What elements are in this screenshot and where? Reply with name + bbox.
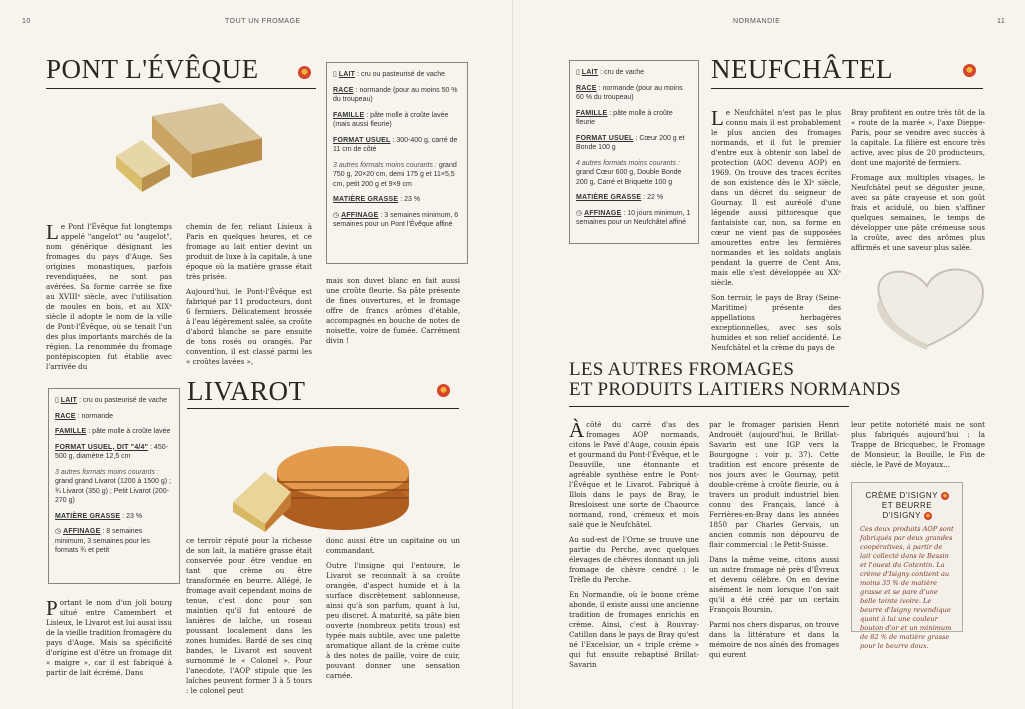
title-underline	[46, 88, 316, 89]
left-page	[0, 0, 512, 709]
paragraph: En Normandie, où le bonne crème abonde, il existe aussi une ancienne tradition de fromages enrichis en crème. Ainsi, c'est à Rouvray-Catillon dans le pays de Bray qu'est né l'Excelsior, un « triple crème » qui fut ensuite rebaptisé Brillat-Savarin	[569, 590, 699, 669]
autres-formats-label: 3 autres formats moins courants :	[55, 468, 159, 476]
paragraph: Parmi nos chers disparus, on trouve dans la littérature et dans la mémoire de nos aînés des fromages qui eurent	[709, 620, 839, 659]
body-text: ortant le nom d'un joli bourg situé entre Camembert et Lisieux, le Livarot est lui aussi issu de la vieille tradition fromagère du pays d'Auge. Mais sa spécificité d'origine est d'être un fromage dit « maigre », car il est fabriqué à partir de lait écrémé. Dans	[46, 598, 172, 677]
autres-col-1	[569, 420, 699, 704]
right-page	[512, 0, 1025, 709]
running-title-left: TOUT UN FROMAGE	[225, 18, 301, 25]
paragraph: Outre l'insigne qui l'entoure, le Livarot se reconnaît à sa croûte orangée, d'aspect humide et à la surface discrètement sablonneuse, ainsi qu'à son parfum, quant à lui, peu discret. À maturité, sa pâte bien ouverte (nombreux petits trous) est typée mais subtile, avec une palette aromatique allant de la crème cuite à des notes de paille, voire de cuir, pouvant donner une sensation carnée.	[326, 561, 460, 680]
drop-cap: L	[711, 106, 724, 130]
livarot-cheese-illustration	[225, 432, 415, 532]
matiere-grasse-label: MATIÈRE GRASSE	[55, 512, 121, 520]
famille-value: : pâte molle à croûte fleurie	[576, 109, 673, 126]
paragraph: Aujourd'hui, le Pont-l'Évêque est fabriqué par 11 producteurs, dont 6 fermiers. Délicatement brossée à l'eau légèrement salée, sa croûte d'abord blanche se pare ensuite de tons rosés ou orangés. Par convention, il est classé parmi les « croûtes lavées »,	[186, 287, 312, 366]
aop-seal-icon	[963, 64, 976, 77]
section-title-pont-leveque: PONT L'ÉVÊQUE	[46, 54, 259, 84]
sidebar-title	[860, 491, 954, 521]
pont-leveque-col-3	[326, 276, 460, 354]
race-value: : normande (pour au moins 50 % du troupeau)	[333, 86, 458, 103]
running-title-right: NORMANDIE	[733, 18, 781, 25]
neufchatel-info	[576, 68, 692, 234]
affinage-value: : 8 semaines minimum, 3 semaines pour les formats ¾ et petit	[55, 528, 150, 554]
livarot-info	[55, 396, 173, 562]
lait-value: : cru ou pasteurisé de vache	[355, 71, 446, 78]
lait-value: : cru ou pasteurisé de vache	[77, 397, 168, 404]
section-title-livarot: LIVAROT	[187, 376, 306, 406]
paragraph: mais son duvet blanc en fait aussi une croûte fleurie. Sa pâte présente de fines ouvertures, et le fromage offre de francs arômes d'étable, accompagnés en bouche de notes de noisette, voire de fumée. Carrément divin !	[326, 276, 460, 345]
drop-cap: P	[46, 596, 58, 620]
affinage-value: : 10 jours minimum, 1 semaines pour un Neufchâtel affiné	[576, 209, 691, 226]
autres-col-2	[709, 420, 839, 704]
aop-seal-icon	[924, 512, 932, 520]
sidebar-title-line: CRÈME D'ISIGNY	[865, 491, 938, 500]
format-value: : 300-400 g, carré de 11 cm de côté	[333, 136, 458, 153]
autres-formats-value: grand 750 g, 20×20 cm, demi 175 g et 11×5,5 cm, petit 200 g et 9×9 cm	[333, 161, 457, 188]
lait-value: : cru de vache	[598, 69, 645, 76]
famille-label: FAMILLE	[333, 111, 365, 119]
section-title-autres-line-2: ET PRODUITS LAITIERS NORMANDS	[569, 379, 901, 400]
aop-seal-icon	[941, 492, 949, 500]
format-label: FORMAT USUEL	[333, 136, 391, 144]
lait-label: LAIT	[60, 397, 78, 404]
sidebar-title-line: ET BEURRE	[881, 501, 933, 510]
race-value: : normande (pour au moins 60 % du troupeau)	[576, 84, 683, 101]
autres-formats-label: 3 autres formats moins courants :	[333, 161, 437, 169]
livarot-col-3	[326, 536, 460, 704]
lait-label: LAIT	[581, 69, 599, 76]
title-underline	[187, 408, 459, 409]
famille-label: FAMILLE	[576, 109, 608, 117]
autres-formats-label: 4 autres formats moins courants :	[576, 159, 680, 167]
paragraph: Dans la même veine, citons aussi un autre fromage né près d'Évreux et devenu célèbre. On en devine aisément le nom lorsque l'on sait qu'il a été créé par un certain François Boursin.	[709, 555, 839, 614]
sidebar-body: Ces deux produits AOP sont fabriqués par deux grandes coopératives, à partir de lait collecté dans le Bessin et l'ouest du Cotentin. La crème d'Isigny contient au moins 35 % de matière grasse et se pare d'une belle teinte ivoire. Le beurre d'Isigny revendique quant à lui une couleur bouton d'or et un minimum de 82 % de matière grasse pour le beurre doux.	[860, 525, 954, 650]
autres-formats-value: grand Cœur 600 g, Double Bonde 200 g, Carré et Briquette 100 g	[576, 169, 682, 186]
pont-leveque-cheese-illustration	[112, 98, 272, 198]
page-number-left: 10	[22, 18, 31, 25]
sidebar-title-line: D'ISIGNY	[882, 511, 921, 520]
race-label: RACE	[576, 84, 597, 92]
paragraph: leur petite notoriété mais ne sont plus fabriqués aujourd'hui : la Trappe de Bricquebec, le Fromage de Monsieur, la Bouille, le Fin de siècle, le Pavé de Moyaux...	[851, 420, 985, 469]
clock-icon: ◷	[333, 211, 342, 219]
page-number-right: 11	[997, 18, 1006, 25]
neufchatel-cheese-illustration	[865, 258, 995, 350]
affinage-label: AFFINAGE	[63, 528, 101, 535]
autres-formats-value: grand grand Livarot (1200 à 1500 g) ; ¾ Livarot (350 g) ; Petit Livarot (200-270 g)	[55, 478, 171, 504]
lait-label: LAIT	[338, 71, 356, 78]
matiere-grasse-label: MATIÈRE GRASSE	[333, 196, 399, 203]
race-label: RACE	[55, 412, 76, 420]
pont-leveque-info	[333, 70, 461, 236]
livarot-col-1	[46, 598, 172, 704]
body-text: côté du carré d'as des fromages AOP normands, citons le Pavé d'Auge, cousin épais et gourmand du Pont-l'Évêque, et le Deauville, une étonnante et agréable synthèse entre le Pont-l'Évêque et le Livarot. Fabriqué à Illois dans le pays de Bray, le Bresloisest une sorte de Chaource normand, rond, crémeux et mois salé que le Neufchâtel.	[569, 420, 699, 529]
paragraph: donc aussi être un capitaine ou un commandant.	[326, 536, 460, 555]
isigny-sidebar	[851, 482, 963, 650]
famille-value: : pâte molle à croûte lavée (mais aussi fleurie)	[333, 111, 449, 128]
paragraph: Son terroir, le pays de Bray (Seine-Maritime) présente des appellations herbagères exceptionnelles, avec ses sols humides et son relief accidenté. Le Neufchâtel et la crème du pays de	[711, 293, 841, 352]
matiere-grasse-label: MATIÈRE GRASSE	[576, 194, 642, 201]
paragraph: Fromage aux multiples visages, le Neufchâtel peut se déguster jeune, avec sa pâte crayeuse et son goût frais et acidulé, ou bien s'affiner quelques semaines, le temps de développer une pâte crémeuse sous la croûte, avec des arômes plus affirmés et une saveur plus salée.	[851, 173, 985, 252]
drop-cap: L	[46, 220, 59, 244]
format-value: : 450-500 g, diamètre 12,5 cm	[55, 443, 169, 460]
milk-icon: ▯	[333, 71, 339, 78]
paragraph: chemin de fer, reliant Lisieux à Paris en quelques heures, et ce fromage au lait entier devint un produit de luxe à la capitale, à une époque où la matière grasse était très prisée.	[186, 222, 312, 281]
famille-value: : pâte molle à croûte lavée	[86, 428, 171, 435]
format-label: FORMAT USUEL	[576, 134, 634, 142]
famille-label: FAMILLE	[55, 428, 87, 435]
affinage-value: : 3 semaines minimum, 6 semaines pour un Pont l'Évêque affiné	[333, 211, 459, 228]
format-label: FORMAT USUEL, DIT "4/4"	[55, 443, 149, 451]
body-text: e Pont l'Évêque fut longtemps appelé "angelot" ou "augelot", nom générique désignant les fromages du pays d'Auge. Ses origines monastiques, parfois revendiquées, ne sont pas avérées. Sa forme carrée se fixe au XVIIIᵉ siècle, avec l'utilisation de moules en bois, et au XIXᵉ siècle il adopte le nom de la ville de Pont-l'Évêque, où se tenait l'un des plus importants marchés de la région. La renommée du fromage pontépiscopien fut établie avec l'arrivée du	[46, 222, 172, 371]
section-title-neufchatel: NEUFCHÂTEL	[711, 54, 893, 84]
format-value: : Cœur 200 g et Bonde 100 g	[576, 134, 685, 151]
title-underline	[711, 88, 983, 89]
clock-icon: ◷	[576, 209, 585, 217]
pont-leveque-col-1	[46, 220, 172, 371]
matiere-grasse-value: : 22 %	[641, 194, 664, 201]
milk-icon: ▯	[55, 397, 61, 404]
paragraph: Bray profitent en outre très tôt de la « route de la marée », l'axe Dieppe-Paris, pour se vendre avec succès à la capitale. La filière est encore très active, avec plus de 20 producteurs, dont une majorité de fermiers.	[851, 108, 985, 167]
drop-cap: À	[569, 418, 585, 442]
aop-seal-icon	[298, 66, 311, 79]
affinage-label: AFFINAGE	[341, 211, 379, 219]
milk-icon: ▯	[576, 69, 582, 76]
race-value: : normande	[75, 412, 113, 420]
title-underline	[569, 406, 849, 407]
aop-seal-icon	[437, 384, 450, 397]
matiere-grasse-value: : 23 %	[398, 196, 421, 203]
clock-icon: ◷	[55, 528, 64, 535]
section-title-autres-line-1: LES AUTRES FROMAGES	[569, 359, 795, 380]
matiere-grasse-value: : 23 %	[120, 512, 143, 520]
race-label: RACE	[333, 86, 354, 94]
body-text: e Neufchâtel n'est pas le plus connu mais il est probablement le plus ancien des fromages normands, et il fut le premier d'entre eux à obtenir son label de protection (AOC devenu AOP) en 1969. On trouve des traces écrites de son existence dès le XIᵉ siècle, dans un décret du seigneur de Gournay. Il est auréolé d'une légende aussi pittoresque que fantaisiste car, non, sa forme en cœur ne vient pas de supposées amourettes entre les fermières normandes et les soldats anglais pendant la guerre de Cent Ans, mais elle s'est développée au XXᵉ siècle.	[711, 108, 841, 287]
paragraph: ce terroir réputé pour la richesse de son lait, la matière grasse était conservée pour être vendue en tant que crème ou être transformée en beurre. Allégé, le fromage avait cependant moins de tenue, c'est donc pour son maintien qu'il fut entouré de lanières de laîche, un roseau poussant localement dans les zones humides. Bardé de ses cinq bandes, le Livarot est souvent surnommé le « Colonel ». Pour l'anecdote, l'AOP stipule que les laîches peuvent former 3 à 5 tours : le colonel peut	[186, 536, 312, 695]
neufchatel-col-2	[851, 108, 985, 252]
autres-col-3	[851, 420, 985, 472]
affinage-label: AFFINAGE	[584, 209, 622, 217]
neufchatel-col-1	[711, 106, 841, 352]
pont-leveque-col-2	[186, 222, 312, 366]
livarot-col-2	[186, 536, 312, 704]
paragraph: par le fromager parisien Henri Androuët (aujourd'hui, le Brillat-Savarin est une IGP vers la Bourgogne : voir p. 37). Cette tradition est encore présente de nos jours avec le Gournay, petit double-crème à croûte fleurie, ou à travers un produit industriel bien connu des Français, lancé à Ferrières-en-Bray dans les années 1850 par Charles Gervais, un ancien commis non dépourvu de flair commercial : le Petit-Suisse.	[709, 420, 839, 549]
paragraph: Au sud-est de l'Orne se trouve une partie du Perche, avec quelques élevages de chèvres donnant un joli fromage de chèvre cendré : le Trèfle du Perche.	[569, 535, 699, 584]
